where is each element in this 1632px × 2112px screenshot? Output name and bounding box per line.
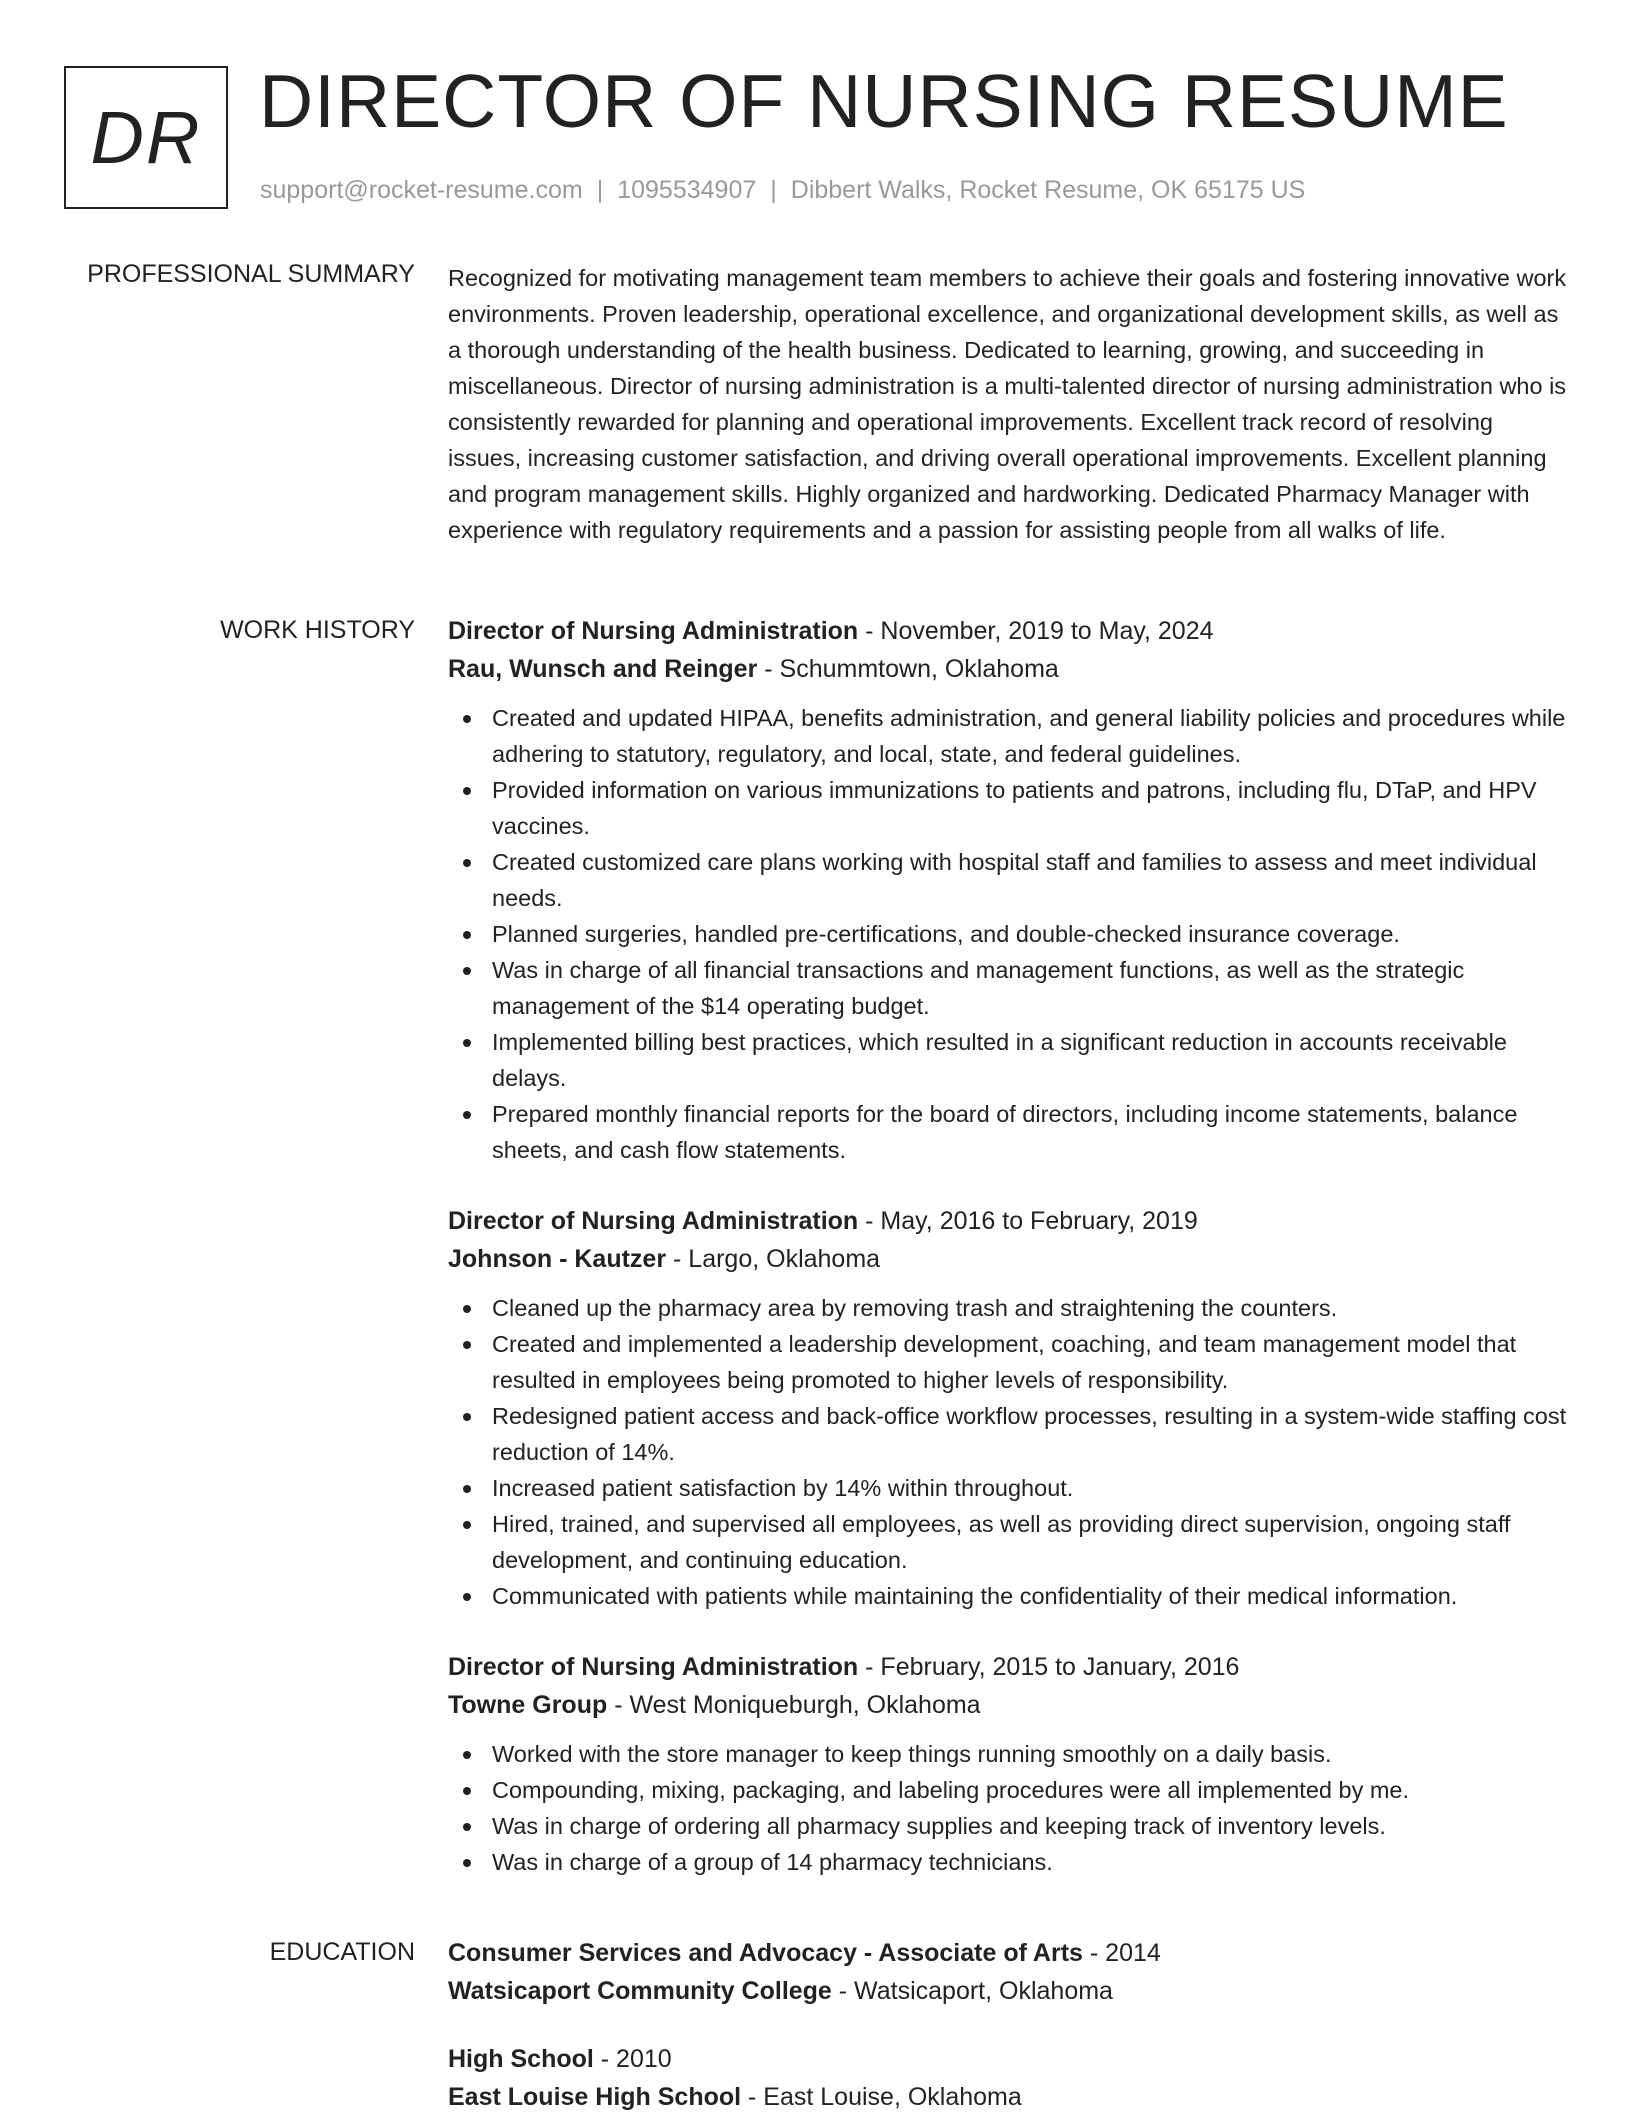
resume-title: DIRECTOR OF NURSING RESUME <box>259 59 1509 143</box>
job-location: - Schummtown, Oklahoma <box>757 655 1059 683</box>
list-item: Hired, trained, and supervised all employees, as well as providing direct supervision, ongoing staff development, and continuing education. <box>448 1506 1570 1578</box>
job-location: - Largo, Oklahoma <box>666 1245 881 1273</box>
education-entry <box>448 1934 1570 2010</box>
contact-address: Dibbert Walks, Rocket Resume, OK 65175 US <box>790 176 1306 204</box>
job-title: Director of Nursing Administration <box>448 617 859 645</box>
job-company: Rau, Wunsch and Reinger <box>448 655 758 683</box>
summary-heading: PROFESSIONAL SUMMARY <box>87 260 415 288</box>
job-title: Director of Nursing Administration <box>448 1653 859 1681</box>
job-bullets <box>448 700 1570 1168</box>
job-title: Director of Nursing Administration <box>448 1207 859 1235</box>
list-item: Planned surgeries, handled pre-certifications, and double-checked insurance coverage. <box>448 916 1570 952</box>
list-item: Created customized care plans working with hospital staff and families to assess and meet individual needs. <box>448 844 1570 916</box>
degree-line <box>448 1934 1570 1972</box>
list-item: Was in charge of all financial transactions and management functions, as well as the strategic management of the $14 operating budget. <box>448 952 1570 1024</box>
list-item: Implemented billing best practices, which resulted in a significant reduction in accounts receivable delays. <box>448 1024 1570 1096</box>
school-name: East Louise High School <box>448 2083 742 2111</box>
school-location: - Watsicaport, Oklahoma <box>831 1977 1113 2005</box>
education-entry <box>448 2040 1570 2112</box>
list-item: Compounding, mixing, packaging, and labeling procedures were all implemented by me. <box>448 1772 1570 1808</box>
contact-separator: | <box>596 176 604 204</box>
degree-name: High School <box>448 2045 594 2073</box>
work-history-heading: WORK HISTORY <box>220 616 415 644</box>
job-entry <box>448 1648 1570 1880</box>
degree-year: - 2014 <box>1082 1939 1161 1967</box>
school-name: Watsicaport Community College <box>448 1977 832 2005</box>
list-item: Was in charge of ordering all pharmacy supplies and keeping track of inventory levels. <box>448 1808 1570 1844</box>
job-dates: - February, 2015 to January, 2016 <box>858 1653 1240 1681</box>
job-entry <box>448 1202 1570 1614</box>
job-location: - West Moniqueburgh, Oklahoma <box>607 1691 981 1719</box>
job-entry <box>448 612 1570 1168</box>
contact-line <box>260 176 1305 205</box>
contact-phone[interactable]: 1095534907 <box>617 176 757 204</box>
degree-name: Consumer Services and Advocacy - Associate of Arts <box>448 1939 1083 1967</box>
job-dates: - May, 2016 to February, 2019 <box>858 1207 1198 1235</box>
school-line <box>448 1972 1570 2010</box>
job-dates: - November, 2019 to May, 2024 <box>858 617 1214 645</box>
contact-email[interactable]: support@rocket-resume.com <box>260 176 583 204</box>
list-item: Worked with the store manager to keep things running smoothly on a daily basis. <box>448 1736 1570 1772</box>
job-title-line <box>448 1202 1570 1240</box>
education-heading: EDUCATION <box>269 1938 415 1966</box>
degree-line <box>448 2040 1570 2078</box>
summary-text: Recognized for motivating management team members to achieve their goals and fostering innovative work environments. Proven leadership, operational excellence, and organizational development skills, as well as a thorough understanding of the health business. Dedicated to learning, growing, and succeeding in miscellaneous. Director of nursing administration is a multi-talented director of nursing administration who is consistently rewarded for planning and operational improvements. Excellent track record of resolving issues, increasing customer satisfaction, and driving overall operational improvements. Excellent planning and program management skills. Highly organized and hardworking. Dedicated Pharmacy Manager with experience with regulatory requirements and a passion for assisting people from all walks of life. <box>448 265 1567 543</box>
job-company: Johnson - Kautzer <box>448 1245 667 1273</box>
list-item: Communicated with patients while maintaining the confidentiality of their medical information. <box>448 1578 1570 1614</box>
list-item: Provided information on various immunizations to patients and patrons, including flu, DTaP, and HPV vaccines. <box>448 772 1570 844</box>
job-bullets <box>448 1736 1570 1880</box>
job-company-line <box>448 1240 1570 1278</box>
school-location: - East Louise, Oklahoma <box>741 2083 1022 2111</box>
list-item: Created and implemented a leadership development, coaching, and team management model that resulted in employees being promoted to higher levels of responsibility. <box>448 1326 1570 1398</box>
job-company: Towne Group <box>448 1691 608 1719</box>
monogram-logo: DR <box>64 66 228 209</box>
list-item: Redesigned patient access and back-office workflow processes, resulting in a system-wide staffing cost reduction of 14%. <box>448 1398 1570 1470</box>
job-company-line <box>448 1686 1570 1724</box>
job-title-line <box>448 1648 1570 1686</box>
list-item: Created and updated HIPAA, benefits administration, and general liability policies and procedures while adhering to statutory, regulatory, and local, state, and federal guidelines. <box>448 700 1570 772</box>
school-line <box>448 2078 1570 2112</box>
job-bullets <box>448 1290 1570 1614</box>
contact-separator: | <box>770 176 777 204</box>
degree-year: - 2010 <box>593 2045 672 2073</box>
list-item: Increased patient satisfaction by 14% within throughout. <box>448 1470 1570 1506</box>
list-item: Prepared monthly financial reports for the board of directors, including income statements, balance sheets, and cash flow statements. <box>448 1096 1570 1168</box>
job-title-line <box>448 612 1570 650</box>
list-item: Cleaned up the pharmacy area by removing trash and straightening the counters. <box>448 1290 1570 1326</box>
list-item: Was in charge of a group of 14 pharmacy technicians. <box>448 1844 1570 1880</box>
job-company-line <box>448 650 1570 688</box>
